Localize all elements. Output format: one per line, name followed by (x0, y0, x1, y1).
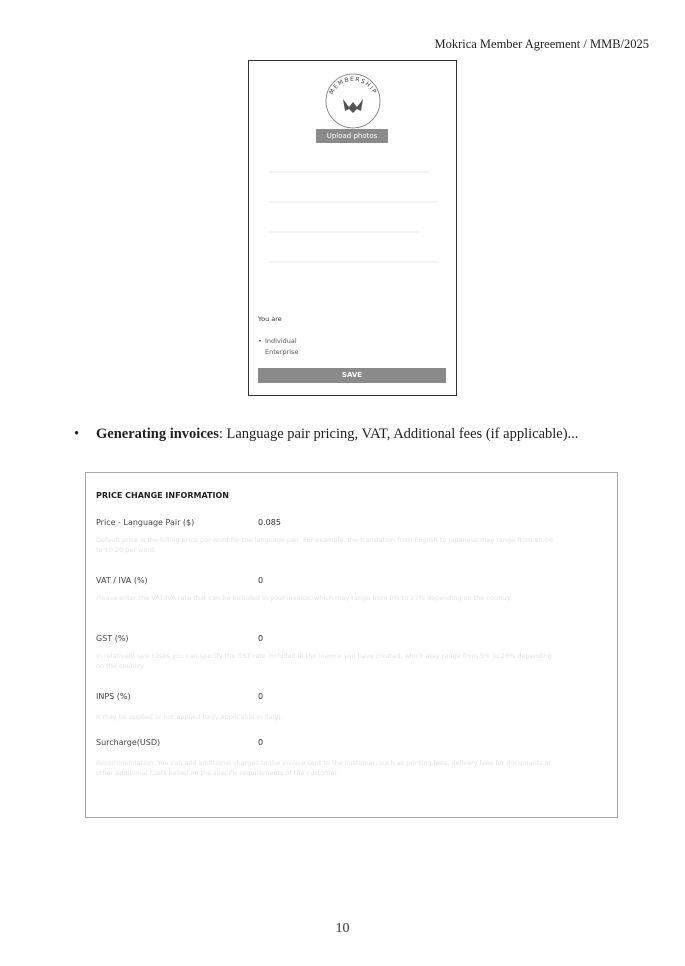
bullet-text: : Language pair pricing, VAT, Additional fees (if applicable)... (218, 426, 579, 442)
bullet-icon: • (74, 426, 80, 442)
blank-field-line (269, 171, 429, 173)
price-change-screenshot (85, 472, 618, 818)
svg-text:MEMBERSHIP: MEMBERSHIP (328, 75, 378, 96)
field-helper-vat: Please enter the VAT/IVA rate that can be included in your invoice, which may range from 0% to 27% depending on the country. (96, 594, 513, 602)
bullet-bold: Generating invoices (96, 426, 219, 442)
field-value-surcharge[interactable]: 0 (258, 738, 264, 747)
radio-selected-icon: • (258, 337, 262, 345)
upload-photos-button[interactable]: Upload photos (316, 129, 388, 143)
field-helper-surcharge: Recommendation: You can add additional charges to the invoice sent to the customer, such as printing fees, delivery fees for documents or other additional costs based on the specific requirements of the customer. (96, 759, 552, 777)
bullet-item (74, 426, 634, 443)
radio-label: Enterprise (265, 348, 299, 356)
blank-field-line (269, 231, 419, 233)
radio-individual[interactable] (258, 337, 297, 345)
field-helper-gst: In relatively rare cases you can specify the GST rate included in the invoice you have created, which may range from 5% to 28% depending on the country. (96, 652, 552, 670)
blank-field-line (269, 201, 437, 203)
membership-logo-icon (321, 69, 385, 133)
you-are-label: You are (258, 315, 282, 323)
membership-form-screenshot (248, 60, 457, 396)
save-button[interactable]: SAVE (258, 368, 446, 383)
membership-logo (321, 69, 385, 133)
page-header: Mokrica Member Agreement / MMB/2025 (434, 37, 649, 51)
field-label-price: Price - Language Pair ($) (96, 518, 195, 527)
field-value-vat[interactable]: 0 (258, 576, 264, 585)
field-value-price[interactable]: 0.085 (258, 518, 281, 527)
field-value-gst[interactable]: 0 (258, 634, 264, 643)
field-label-vat: VAT / IVA (%) (96, 576, 148, 585)
price-change-title: PRICE CHANGE INFORMATION (96, 491, 229, 500)
radio-label: Individual (265, 337, 297, 345)
field-value-inps[interactable]: 0 (258, 692, 264, 701)
blank-field-line (269, 261, 439, 263)
field-label-inps: INPS (%) (96, 692, 131, 701)
field-label-surcharge: Surcharge(USD) (96, 738, 161, 747)
field-helper-inps: It may be applied or not applied (only applicable in Italy). (96, 713, 283, 721)
field-label-gst: GST (%) (96, 634, 129, 643)
page-number: 10 (335, 921, 350, 936)
field-helper-price: Default price is the billing price per word for the language pair. For example, the translation from English to Japanese may range from $0.06 to $0.20 per word. (96, 536, 554, 554)
radio-enterprise[interactable] (258, 348, 298, 356)
